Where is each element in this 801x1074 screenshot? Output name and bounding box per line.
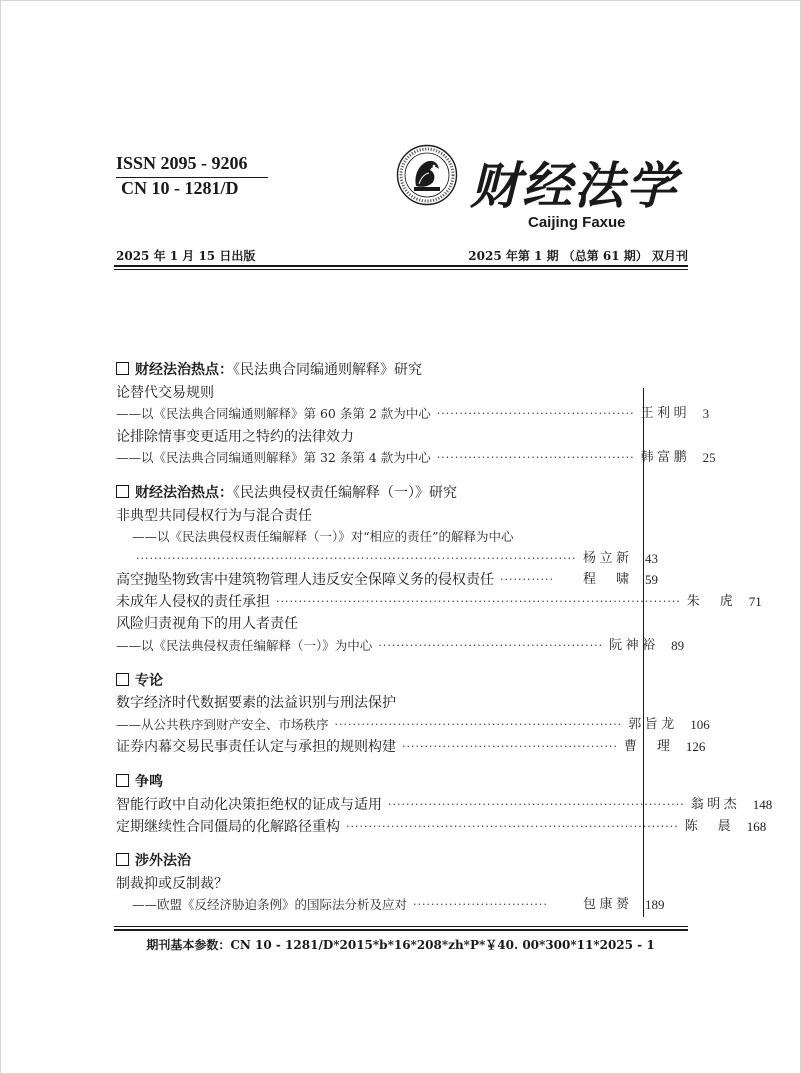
article-author: 陈晨 <box>684 819 731 834</box>
article-author: 曹理 <box>623 739 670 754</box>
article-author: 杨立新 <box>583 551 629 566</box>
article-author: 阮神裕 <box>609 638 656 653</box>
section-heading <box>116 359 691 381</box>
leader-dots: ············ <box>500 573 554 586</box>
issue-info: 2025 年第 1 期 （总第 61 期） 双月刊 <box>468 249 688 263</box>
journal-pinyin: Caijing Faxue <box>528 214 626 231</box>
section-heading <box>116 850 691 872</box>
article-subtitle: ——以《民法典合同编通则解释》第 60 条第 2 款为中心 <box>116 406 431 421</box>
footer-rule-thin <box>114 926 688 927</box>
toc-entry[interactable] <box>116 591 762 613</box>
toc-entry[interactable] <box>116 569 691 591</box>
section-label: 涉外法治 <box>135 853 191 869</box>
leader-dots: ············································ <box>436 451 635 464</box>
leader-dots: ·················································· <box>378 639 604 652</box>
section-label: 专论 <box>135 673 163 689</box>
journal-title: 财经法学 <box>470 156 678 215</box>
article-subtitle: ——以《民法典侵权责任编解释（一）》为中心 <box>116 638 373 653</box>
toc-entry[interactable] <box>116 816 767 838</box>
article-subtitle-text: ——以《民法典侵权责任编解释（一）》对“相应的责任”的解释为中心 <box>132 529 514 544</box>
header-rule-thin <box>114 269 688 270</box>
article-subtitle: ——从公共秩序到财产安全、市场秩序 <box>116 717 329 732</box>
article-title: 智能行政中自动化决策拒绝权的证成与适用 <box>116 797 382 813</box>
article-title: 证券内幕交易民事责任认定与承担的规则构建 <box>116 739 396 755</box>
issn-number: ISSN 2095 - 9206 <box>116 153 248 173</box>
article-title: 制裁抑或反制裁？ <box>116 876 228 892</box>
article-page: 148 <box>752 797 773 812</box>
article-page: 89 <box>671 638 685 653</box>
article-page: 25 <box>702 450 716 465</box>
article-page: 59 <box>645 572 658 587</box>
section-label: 争鸣 <box>135 774 163 790</box>
article-title: 数字经济时代数据要素的法益识别与刑法保护 <box>116 695 396 711</box>
university-seal-icon <box>396 144 458 206</box>
article-title: 风险归责视角下的用人者责任 <box>116 616 298 632</box>
toc-entry[interactable] <box>116 736 706 758</box>
article-author: 程啸 <box>583 572 629 587</box>
article-subtitle: ——以《民法典合同编通则解释》第 32 条第 4 款为中心 <box>116 450 431 465</box>
article-author: 王利明 <box>640 406 687 421</box>
article-title: 论排除情事变更适用之特约的法律效力 <box>116 429 354 445</box>
publication-date: 2025 年 1 月 15 日出版 <box>116 249 256 263</box>
toc-entry[interactable] <box>116 447 716 469</box>
section-topic: 《民法典合同编通则解释》研究 <box>233 362 422 378</box>
header-rule <box>114 265 688 267</box>
leader-dots: ·························································································· <box>276 595 681 608</box>
toc-entry[interactable] <box>116 894 691 916</box>
article-page: 168 <box>746 819 767 834</box>
article-page: 106 <box>690 717 710 732</box>
journal-parameters: 期刊基本参数：CN 10 - 1281/D*2015*b*16*208*zh*P*￥40. 00*300*11*2025 - 1 <box>146 938 655 952</box>
article-author: 包康赟 <box>583 897 629 912</box>
leader-dots: ············································ <box>436 407 635 420</box>
checkbox-square-icon <box>116 362 129 375</box>
toc-entry[interactable] <box>116 548 691 570</box>
toc-entry[interactable] <box>116 714 710 736</box>
article-page: 71 <box>748 594 762 609</box>
article-author: 翁明杰 <box>690 797 737 812</box>
article-page: 3 <box>702 406 710 421</box>
cn-number: CN 10 - 1281/D <box>121 178 239 198</box>
leader-dots: ·········································································· <box>346 820 679 833</box>
article-title: 高空抛坠物致害中建筑物管理人违反安全保障义务的侵权责任 <box>116 572 494 588</box>
article-author: 郭旨龙 <box>628 717 675 732</box>
leader-dots: ·································································································· <box>136 552 577 565</box>
section-heading <box>116 482 691 504</box>
article-title: 未成年人侵权的责任承担 <box>116 594 270 610</box>
section-heading <box>116 771 691 793</box>
checkbox-square-icon <box>116 853 129 866</box>
section-topic: 《民法典侵权责任编解释（一）》研究 <box>233 485 457 501</box>
toc-entry[interactable] <box>116 794 773 816</box>
article-page: 43 <box>645 551 658 566</box>
leader-dots: ································································ <box>334 718 623 731</box>
leader-dots: ······························ <box>413 898 548 911</box>
leader-dots: ················································ <box>402 740 618 753</box>
toc-entry[interactable] <box>116 403 710 425</box>
article-title: 非典型共同侵权行为与混合责任 <box>116 508 312 524</box>
checkbox-square-icon <box>116 673 129 686</box>
footer-rule <box>114 929 688 931</box>
article-page: 126 <box>685 739 706 754</box>
toc-entry[interactable] <box>116 635 691 657</box>
article-author: 朱虎 <box>686 594 733 609</box>
article-title: 定期继续性合同僵局的化解路径重构 <box>116 819 340 835</box>
section-heading <box>116 670 691 692</box>
article-subtitle <box>116 526 691 548</box>
section-label: 财经法治热点： <box>135 362 233 378</box>
article-author: 韩富鹏 <box>640 450 687 465</box>
checkbox-square-icon <box>116 774 129 787</box>
article-subtitle: ——欧盟《反经济胁迫条例》的国际法分析及应对 <box>132 897 408 912</box>
checkbox-square-icon <box>116 485 129 498</box>
section-label: 财经法治热点： <box>135 485 233 501</box>
leader-dots: ·································································· <box>388 798 685 811</box>
article-title: 论替代交易规则 <box>116 385 214 401</box>
article-page: 189 <box>645 897 665 912</box>
